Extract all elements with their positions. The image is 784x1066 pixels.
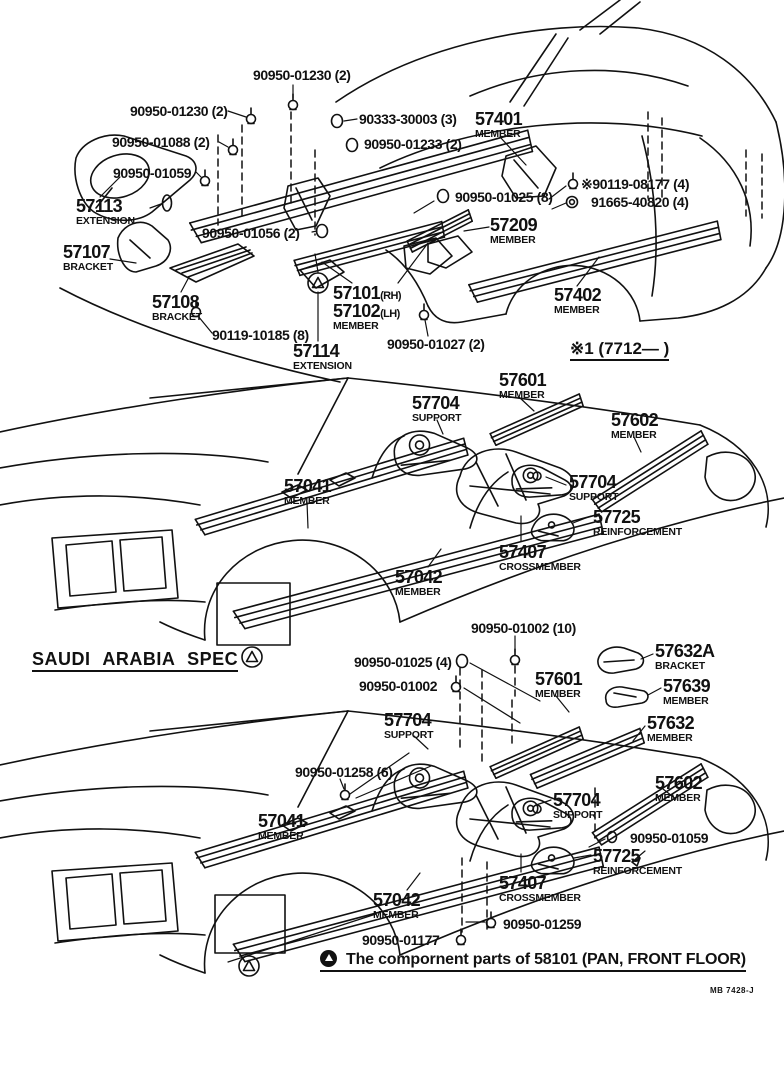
- part-code: 57602: [655, 773, 703, 793]
- part-name: MEMBER: [333, 320, 379, 332]
- front-floor-side-members-top: [75, 130, 724, 303]
- part-name: MEMBER: [554, 304, 600, 316]
- part-name: SUPPORT: [412, 412, 462, 424]
- fastener-label-90119-10185: 90119-10185 (8): [212, 327, 309, 343]
- part-label-57601-mid: [499, 371, 546, 401]
- part-name: MEMBER: [395, 586, 441, 598]
- part-code: 57402: [554, 285, 602, 305]
- part-code: 57725: [593, 507, 641, 527]
- part-code: 57113: [76, 196, 123, 216]
- fastener-label-90119-08177: ※90119-08177 (4): [581, 176, 690, 192]
- part-label-57704-mid-left: [412, 394, 461, 424]
- part-code: 57632A: [655, 641, 715, 661]
- fastener-label-90950-01258: 90950-01258 (6): [295, 764, 393, 780]
- part-label-57101-57102: [333, 284, 401, 332]
- part-name: MEMBER: [647, 732, 693, 744]
- fastener-label-90950-01002: 90950-01002: [359, 678, 438, 694]
- part-label-57401: [475, 110, 522, 140]
- part-name: MEMBER: [663, 695, 709, 707]
- part-name: MEMBER: [258, 830, 304, 842]
- fastener-label-90950-01059-a: 90950-01059: [113, 165, 192, 181]
- part-name: EXTENSION: [293, 360, 352, 372]
- part-code: 57704: [553, 790, 601, 810]
- part-label-57042-mid: [395, 568, 442, 598]
- part-label-57402: [554, 286, 601, 316]
- part-name: SUPPORT: [384, 729, 434, 741]
- part-code: 57041: [284, 476, 332, 496]
- part-code: 57209: [490, 215, 538, 235]
- fastener-label-90950-01259: 90950-01259: [503, 916, 582, 932]
- part-name: SUPPORT: [569, 491, 619, 503]
- part-name: MEMBER: [655, 792, 701, 804]
- part-code: 57704: [412, 393, 460, 413]
- part-code: 57602: [611, 410, 659, 430]
- fastener-label-90950-01177: 90950-01177: [362, 932, 440, 948]
- part-label-57407-mid: [499, 543, 581, 573]
- part-label-57601-bottom: [535, 670, 582, 700]
- part-label-57209: [490, 216, 537, 246]
- part-code: 57704: [569, 472, 617, 492]
- part-code: 57601: [535, 669, 583, 689]
- component-parts-note-text: The compornent parts of 58101 (PAN, FRONT FLOOR): [346, 951, 746, 968]
- part-name: MEMBER: [284, 495, 330, 507]
- part-label-57725-mid: [593, 508, 682, 538]
- part-label-57407-bottom: [499, 874, 581, 904]
- fastener-label-90950-01025-4: 90950-01025 (4): [354, 654, 452, 670]
- part-label-57704-bottom-right: [553, 791, 602, 821]
- part-label-57602-mid: [611, 411, 658, 441]
- part-code: 57114: [293, 341, 340, 361]
- fastener-label-90950-01088: 90950-01088 (2): [112, 134, 210, 150]
- fastener-label-90333-30003: 90333-30003 (3): [359, 111, 457, 127]
- fastener-label-90950-01056: 90950-01056 (2): [202, 225, 300, 241]
- part-name: BRACKET: [655, 660, 705, 672]
- part-code: 57639: [663, 676, 711, 696]
- part-name: CROSSMEMBER: [499, 561, 581, 573]
- part-code: 57407: [499, 873, 547, 893]
- part-code: 57108: [152, 292, 200, 312]
- part-label-57107: [63, 243, 113, 273]
- part-label-57041-mid: [284, 477, 331, 507]
- part-label-57725-bottom: [593, 847, 682, 877]
- part-label-57113: [76, 197, 135, 227]
- part-name: MEMBER: [611, 429, 657, 441]
- part-name: MEMBER: [499, 389, 545, 401]
- part-label-57639: [663, 677, 710, 707]
- part-label-57042-bottom: [373, 891, 420, 921]
- variant-date-note: ※1 (7712— ): [570, 340, 669, 361]
- saudi-arabia-spec-header: SAUDI ARABIA SPEC: [32, 650, 238, 672]
- part-label-57041-bottom: [258, 812, 305, 842]
- part-code: 57601: [499, 370, 547, 390]
- circle-triangle-marker-icon: [320, 950, 337, 967]
- part-code: 57042: [373, 890, 421, 910]
- part-code: 57401: [475, 109, 523, 129]
- part-label-57602-bottom: [655, 774, 702, 804]
- part-code: 57107: [63, 242, 111, 262]
- document-code: MB 7428-J: [710, 986, 755, 995]
- part-code: 57042: [395, 567, 443, 587]
- part-label-57108: [152, 293, 202, 323]
- part-label-57632A: [655, 642, 714, 672]
- fastener-label-90950-01230-a: 90950-01230 (2): [253, 67, 351, 83]
- fastener-label-90950-01025-8: 90950-01025 (8): [455, 189, 553, 205]
- part-name: CROSSMEMBER: [499, 892, 581, 904]
- part-code: 57704: [384, 710, 432, 730]
- part-label-57632: [647, 714, 694, 744]
- part-code: 57101(RH): [333, 283, 401, 303]
- part-name: REINFORCEMENT: [593, 865, 682, 877]
- part-name: SUPPORT: [553, 809, 603, 821]
- part-code: 57725: [593, 846, 641, 866]
- part-code: 57632: [647, 713, 695, 733]
- fastener-label-90950-01027: 90950-01027 (2): [387, 336, 485, 352]
- part-name: BRACKET: [152, 311, 202, 323]
- part-name: MEMBER: [373, 909, 419, 921]
- part-label-57704-bottom-left: [384, 711, 433, 741]
- part-name: MEMBER: [490, 234, 536, 246]
- fastener-label-90950-01230-b: 90950-01230 (2): [130, 103, 228, 119]
- part-code: 57041: [258, 811, 306, 831]
- part-name: REINFORCEMENT: [593, 526, 682, 538]
- part-name: BRACKET: [63, 261, 113, 273]
- part-name: MEMBER: [535, 688, 581, 700]
- part-code: 57102(LH): [333, 301, 400, 321]
- fastener-label-90950-01233: 90950-01233 (2): [364, 136, 462, 152]
- fastener-label-90950-01002-10: 90950-01002 (10): [471, 620, 576, 636]
- fastener-label-91665-40820: 91665-40820 (4): [591, 194, 689, 210]
- part-code: 57407: [499, 542, 547, 562]
- fastener-label-90950-01059-b: 90950-01059: [630, 830, 709, 846]
- part-name: MEMBER: [475, 128, 521, 140]
- component-parts-note: [320, 950, 746, 972]
- part-name: EXTENSION: [76, 215, 135, 227]
- part-label-57704-mid-right: [569, 473, 618, 503]
- part-label-57114: [293, 342, 352, 372]
